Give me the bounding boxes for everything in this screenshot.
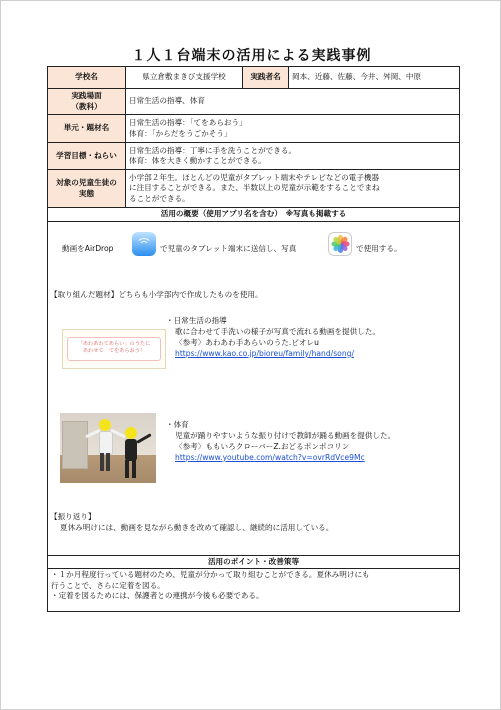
photos-icon <box>328 232 352 256</box>
points-line-1: ・１か月程度行っている題材のため、児童が分かって取り組むことができる。夏休み明けにも <box>51 570 370 579</box>
item2-title: ・体育 <box>166 419 189 429</box>
points-body <box>48 569 460 612</box>
target-label <box>48 170 126 208</box>
unit-line-1: 日常生活の指導：「てをあらおう」 <box>129 118 247 127</box>
practitioner-value: 岡本、近藤、佐藤、今井、舛岡、中原 <box>289 67 460 89</box>
item2-description: 児童が踊りやすいような振り付けで教師が踊る動画を提供した。 <box>175 430 396 440</box>
points-line-3: ・定着を図るためには、保護者との連携が今後も必要である。 <box>51 591 264 600</box>
thumbnail-caption-line1: 「あわあわてあらい」のうたに <box>77 340 151 347</box>
item2-link[interactable]: https://www.youtube.com/watch?v=ovrRdVce9Mc <box>175 452 365 462</box>
item1-link[interactable]: https://www.kao.co.jp/bioreu/family/hand/song/ <box>175 348 355 358</box>
intro-part-3: で使用する。 <box>356 243 402 253</box>
scene-label-line2: （教科） <box>71 101 102 111</box>
target-line-1: 小学部２年生。ほとんどの児童がタブレット端末やテレビなどの電子機器 <box>129 172 380 182</box>
topic-line: 【取り組んだ題材】どちらも小学部内で作成したものを使用。 <box>50 289 263 299</box>
thumbnail-caption-line2: あわせて てをあらおう！ <box>82 347 146 354</box>
points-header: 活用のポイント・改善策等 <box>48 555 460 569</box>
item1-title: ・日常生活の指導 <box>166 315 227 325</box>
item1-description: 歌に合わせて手洗いの様子が写真で流れる動画を提供した。 <box>175 326 381 336</box>
item2-reference: 〈参考〉ももいろクローバーZ.おどるポンポコリン <box>175 441 350 451</box>
target-line-3: ることができる。 <box>129 193 190 203</box>
thumbnail-caption <box>67 337 161 361</box>
dance-photo <box>60 413 156 483</box>
handwash-video-thumbnail <box>62 329 166 369</box>
page-title: １人１台端末の活用による実践事例 <box>131 48 372 64</box>
scene-value: 日常生活の指導、体育 <box>126 89 460 115</box>
intro-part-1: 動画をAirDrop <box>62 243 114 253</box>
unit-line-2: 体育：「からだをうごかそう」 <box>129 128 232 138</box>
school-label: 学校名 <box>48 67 126 89</box>
scene-label <box>48 89 126 115</box>
goal-value <box>126 143 460 170</box>
points-line-2: 行うことで、さらに定着を図る。 <box>51 580 165 590</box>
target-label-line1: 対象の児童生徒の <box>56 178 117 187</box>
unit-value <box>126 115 460 143</box>
overview-body <box>48 221 460 555</box>
intro-part-2: で児童のタブレット端末に送信し、写真 <box>160 243 297 253</box>
overview-header: 活用の概要（使用アプリ名を含む） ※写真も掲載する <box>48 208 460 222</box>
school-value: 県立倉敷まきび支援学校 <box>126 67 243 89</box>
unit-label: 単元・題材名 <box>48 115 126 143</box>
target-label-line2: 実態 <box>78 188 95 198</box>
practitioner-label: 実践者名 <box>243 67 289 89</box>
target-value <box>126 170 460 208</box>
goal-label: 学習目標・ねらい <box>48 143 126 170</box>
reflection-text: 夏休み明けには、動画を見ながら動きを改めて確認し、継続的に活用している。 <box>60 522 334 532</box>
practice-table <box>47 66 460 612</box>
airdrop-icon <box>132 232 156 256</box>
item1-reference: 〈参考〉あわあわ手あらいのうた.ビオレu <box>175 337 319 347</box>
goal-line-2: 体育：体を大きく動かすことができる。 <box>129 156 266 165</box>
target-line-2: に注目することができる。また、半数以上の児童が示範をすることでまね <box>129 183 380 193</box>
scene-label-line1: 実践場面 <box>71 91 102 100</box>
reflection-title: 【振り返り】 <box>50 511 96 521</box>
goal-line-1: 日常生活の指導：丁寧に手を洗うことができる。 <box>129 145 297 155</box>
